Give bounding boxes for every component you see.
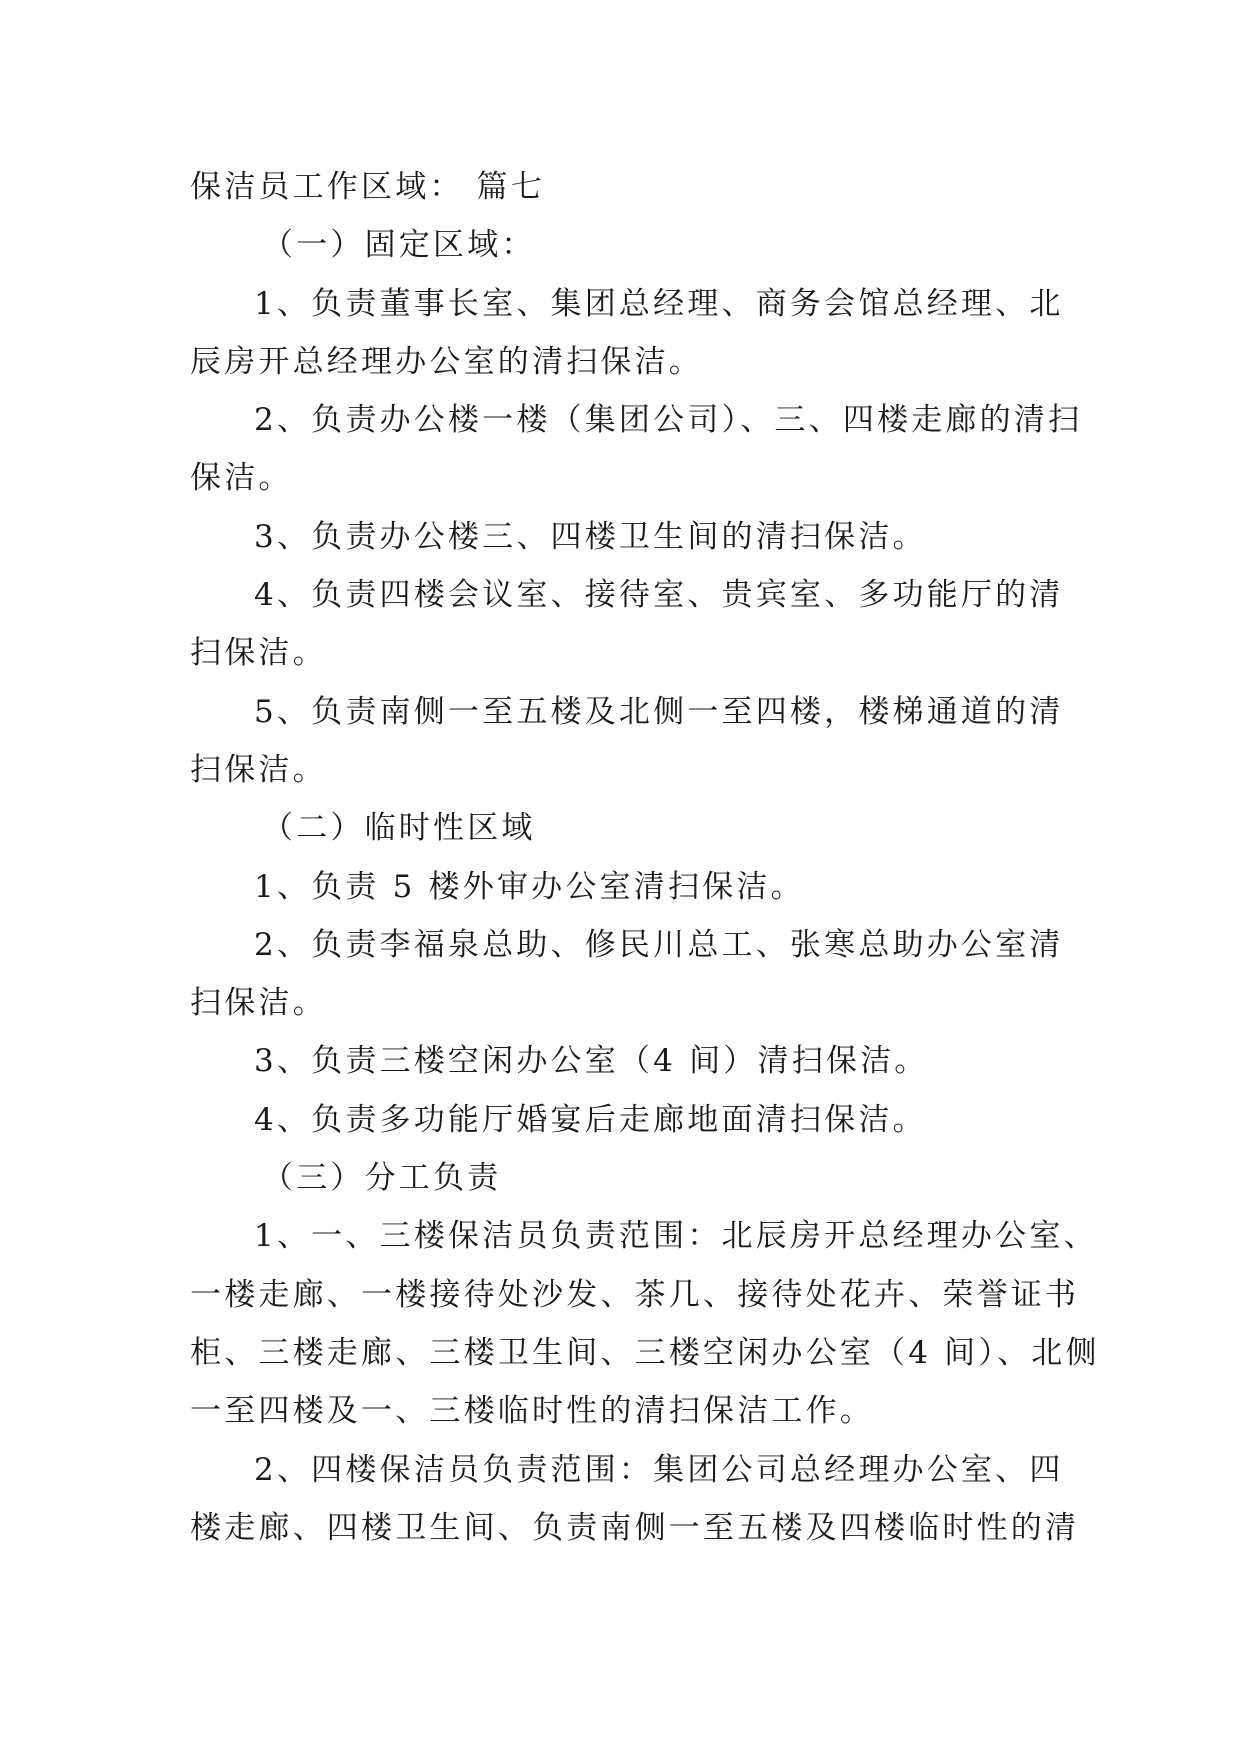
paragraph-line: 2、负责办公楼一楼（集团公司）、三、四楼走廊的清扫 [254,402,1083,439]
section-heading-fixed-areas: （一）固定区域： [262,227,536,264]
paragraph-line: 扫保洁。 [190,985,327,1022]
paragraph-line: 2、负责李福泉总助、修民川总工、张寒总助办公室清 [254,926,1064,963]
paragraph-line: 楼走廊、四楼卫生间、负责南侧一至五楼及四楼临时性的清 [190,1509,1080,1546]
paragraph-line: 2、四楼保洁员负责范围：集团公司总经理办公室、四 [254,1451,1064,1488]
paragraph-line: 5、负责南侧一至五楼及北侧一至四楼，楼梯通道的清 [254,693,1064,730]
paragraph-line: 3、负责三楼空闲办公室（4 间）清扫保洁。 [254,1043,929,1080]
paragraph-line: 辰房开总经理办公室的清扫保洁。 [190,343,703,380]
paragraph-line: 一至四楼及一、三楼临时性的清扫保洁工作。 [190,1393,874,1430]
paragraph-line: 3、负责办公楼三、四楼卫生间的清扫保洁。 [254,518,927,555]
paragraph-line: 4、负责四楼会议室、接待室、贵宾室、多功能厅的清 [254,577,1064,614]
section-heading-division-of-duties: （三）分工负责 [262,1160,502,1197]
paragraph-line: 一楼走廊、一楼接待处沙发、茶几、接待处花卉、荣誉证书 [190,1276,1080,1313]
paragraph-line: 扫保洁。 [190,751,327,788]
paragraph-line: 扫保洁。 [190,635,327,672]
paragraph-line: 1、负责 5 楼外审办公室清扫保洁。 [254,868,805,905]
paragraph-line: 保洁。 [190,460,293,497]
paragraph-line: 柜、三楼走廊、三楼卫生间、三楼空闲办公室（4 间）、北侧 [190,1334,1100,1371]
document-title: 保洁员工作区域： 篇七 [190,169,546,205]
paragraph-line: 1、负责董事长室、集团总经理、商务会馆总经理、北 [254,285,1064,322]
paragraph-line: 1、一、三楼保洁员负责范围：北辰房开总经理办公室、 [254,1218,1098,1255]
section-heading-temporary-areas: （二）临时性区域 [262,810,536,847]
document-body [190,158,1100,1557]
paragraph-line: 4、负责多功能厅婚宴后走廊地面清扫保洁。 [254,1101,927,1138]
